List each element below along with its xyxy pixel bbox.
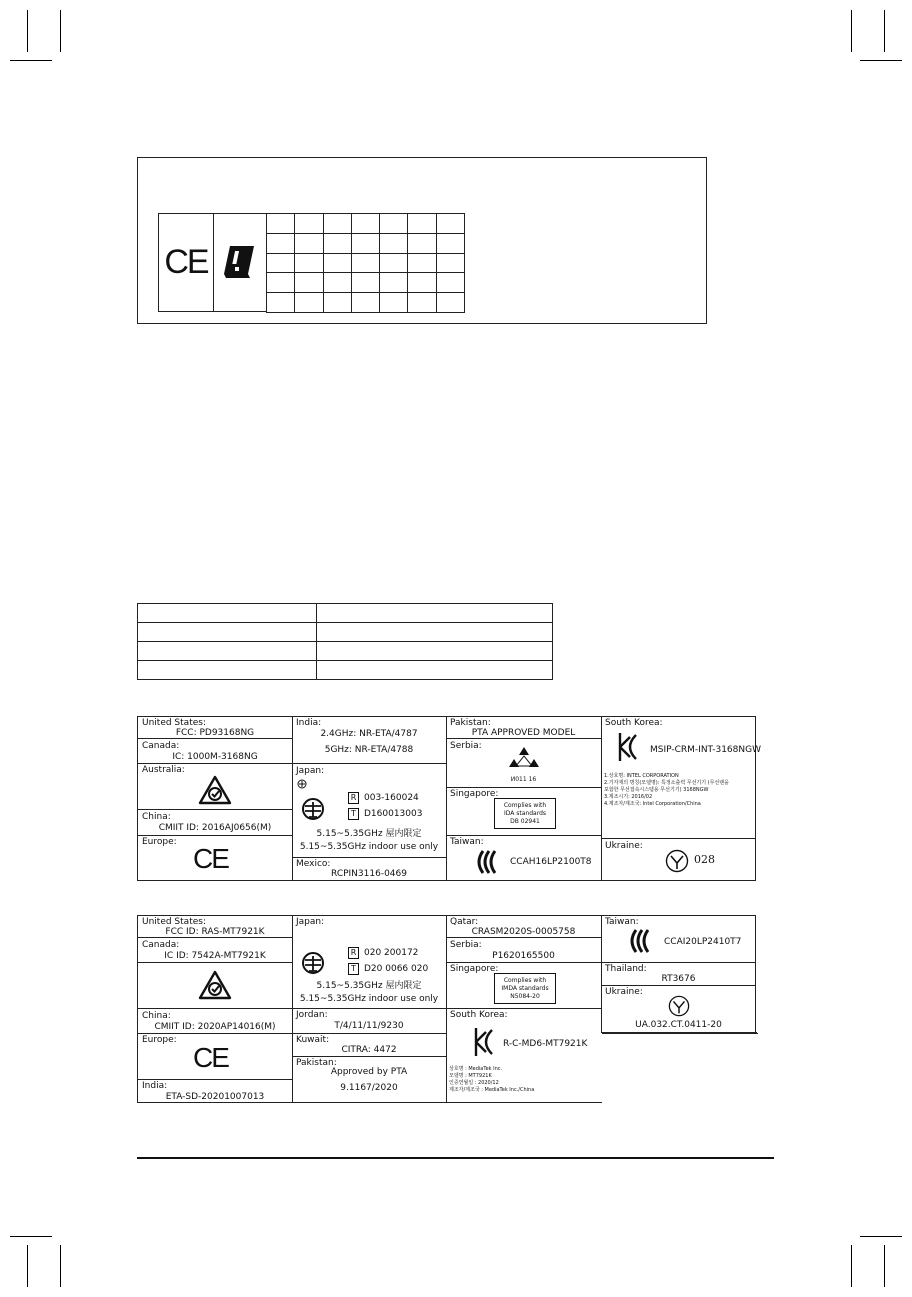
kw-label: Kuwait:	[296, 1035, 330, 1045]
us-label: United States:	[142, 718, 206, 728]
alert-sign-icon	[220, 242, 260, 282]
sg-imda-badge	[494, 973, 556, 1004]
sg-line-2: IMDA standards	[501, 985, 549, 992]
tw-value: CCAH16LP2100T8	[510, 857, 592, 867]
ukraine-mark-icon	[668, 995, 690, 1017]
in-label: India:	[296, 718, 322, 728]
cn-cmiit-value: CMIIT ID: 2016AJ0656(M)	[158, 823, 272, 833]
kr-line-1: 상호명 : MediaTek Inc.	[449, 1066, 503, 1072]
ce-mark: CE	[164, 243, 208, 281]
jp-note-en: 5.15~5.35GHz indoor use only	[299, 842, 439, 852]
sg-label: Singapore:	[450, 964, 499, 974]
jp-t-value: D20 0066 020	[364, 964, 429, 974]
block2-col4-blank	[602, 1033, 758, 1105]
jp-note-en: 5.15~5.35GHz indoor use only	[299, 994, 439, 1004]
jp-r-box: R	[348, 792, 359, 804]
ukraine-mark-icon	[665, 849, 689, 873]
tw-label: Taiwan:	[450, 837, 484, 847]
kc-mark-icon	[616, 731, 640, 763]
kr-label: South Korea:	[605, 718, 663, 728]
jp-r-box: R	[348, 947, 359, 959]
kr-line-3: 인증연월일 : 2020/12	[449, 1080, 499, 1086]
in-24ghz-value: 2.4GHz: NR-ETA/4787	[320, 729, 418, 739]
cn-cmiit-value: CMIIT ID: 2020AP14016(M)	[154, 1022, 276, 1032]
rcm-mark-icon	[198, 775, 232, 805]
in-label: India:	[142, 1081, 168, 1091]
ua-value: 028	[694, 853, 715, 866]
sg-line-1: Complies with	[503, 802, 547, 809]
ca-ic-value: IC: 1000M-3168NG	[172, 752, 258, 762]
tw-value: CCAI20LP2410T7	[664, 937, 742, 947]
pk-label: Pakistan:	[296, 1058, 337, 1068]
notified-body-grid	[266, 213, 465, 313]
kr-line-3: 포함한 무선접속시스템용 무선기기) 3168NGW	[604, 787, 709, 793]
serbia-mark-icon	[508, 746, 540, 772]
kr-label: South Korea:	[450, 1010, 508, 1020]
jp-r-value: 020 200172	[364, 948, 419, 958]
ca-label: Canada:	[142, 940, 180, 950]
sg-line-3: DB 02941	[510, 818, 540, 825]
jp-note-ja: 5.15~5.35GHz 屋内限定	[316, 829, 422, 839]
sg-line-2: IDA standards	[503, 810, 547, 817]
eu-label: Europe:	[142, 1035, 177, 1045]
jp-t-value: D160013003	[364, 809, 423, 819]
us-label: United States:	[142, 917, 206, 927]
rs-code: И011 16	[510, 776, 537, 783]
rs-label: Serbia:	[450, 940, 482, 950]
qa-value: CRASM2020S-0005758	[471, 927, 576, 937]
jp-r-value: 003-160024	[364, 793, 419, 803]
kr-value: R-C-MD6-MT7921K	[503, 1039, 588, 1049]
ce-logo-cell	[158, 213, 214, 312]
sg-line-1: Complies with	[503, 977, 547, 984]
us-fcc-value: FCC: PD93168NG	[175, 728, 255, 738]
cn-label: China:	[142, 1011, 171, 1021]
th-value: RT3676	[661, 974, 696, 984]
eu-label: Europe:	[142, 837, 177, 847]
ce-mark: CE	[193, 843, 228, 874]
alert-cell	[213, 213, 267, 312]
cn-label: China:	[142, 812, 171, 822]
jp-note-ja: 5.15~5.35GHz 屋内限定	[316, 981, 422, 991]
table-row	[138, 604, 553, 623]
kr-line-2: 모델명 : MT7921K	[449, 1073, 492, 1079]
rcm-mark-icon	[198, 970, 232, 1000]
ce-marking-box	[137, 157, 707, 324]
table-row	[138, 623, 553, 642]
qa-label: Qatar:	[450, 917, 479, 927]
ncc-mark-icon	[473, 847, 501, 877]
ua-label: Ukraine:	[605, 987, 643, 997]
regulatory-table	[137, 603, 553, 680]
pk-value-1: Approved by PTA	[330, 1067, 408, 1077]
giteki-mark-icon	[301, 951, 325, 975]
table-row	[138, 661, 553, 680]
pk-value: PTA APPROVED MODEL	[471, 728, 576, 738]
sg-label: Singapore:	[450, 789, 499, 799]
giteki-small-icon	[297, 779, 307, 789]
kr-line-2: 2.기자재의 명칭(모델명): 특정소출력 무선기기 (무선랜을	[604, 780, 729, 786]
pk-value-2: 9.1167/2020	[340, 1083, 398, 1093]
kr-line-5: 4.제조자/제조국: Intel Corporation/China	[604, 801, 701, 807]
kr-value: MSIP-CRM-INT-3168NGW	[650, 745, 761, 755]
kr-line-1: 1.상호명: INTEL CORPORATION	[604, 773, 679, 779]
kw-value: CITRA: 4472	[341, 1045, 397, 1055]
kc-mark-icon	[472, 1026, 496, 1058]
jp-t-box: T	[348, 808, 359, 820]
th-label: Thailand:	[605, 964, 647, 974]
footer-rule	[137, 1157, 774, 1159]
us-fcc-value: FCC ID: RAS-MT7921K	[165, 927, 265, 937]
mx-label: Mexico:	[296, 859, 331, 869]
jp-label: Japan:	[296, 766, 325, 776]
jp-t-box: T	[348, 963, 359, 975]
jo-label: Jordan:	[296, 1010, 328, 1020]
pk-label: Pakistan:	[450, 718, 491, 728]
rs-value: P1620165500	[492, 951, 555, 961]
in-value: ETA-SD-20201007013	[165, 1092, 265, 1102]
ua-label: Ukraine:	[605, 841, 643, 851]
sg-line-3: N5084-20	[510, 993, 540, 1000]
ce-mark: CE	[193, 1042, 228, 1073]
kr-line-4: 3.제조시기: 2016/02	[604, 794, 653, 800]
sg-ida-badge	[494, 798, 556, 829]
mx-value: RCPIN3116-0469	[331, 869, 407, 879]
ua-value: UA.032.CT.0411-20	[635, 1020, 722, 1030]
tw-label: Taiwan:	[605, 917, 639, 927]
giteki-mark-icon	[301, 797, 325, 821]
au-label: Australia:	[142, 765, 185, 775]
in-5ghz-value: 5GHz: NR-ETA/4788	[324, 745, 414, 755]
rs-label: Serbia:	[450, 741, 482, 751]
ncc-mark-icon	[626, 926, 654, 956]
ca-ic-value: IC ID: 7542A-MT7921K	[164, 951, 266, 961]
certification-block-1	[137, 716, 761, 881]
kr-line-4: 제조자/제조국 : MediaTek Inc./China	[449, 1087, 535, 1093]
ca-label: Canada:	[142, 741, 180, 751]
jp-label: Japan:	[296, 917, 325, 927]
table-row	[138, 642, 553, 661]
certification-block-2	[137, 915, 756, 1103]
jo-value: T/4/11/11/9230	[334, 1021, 404, 1031]
